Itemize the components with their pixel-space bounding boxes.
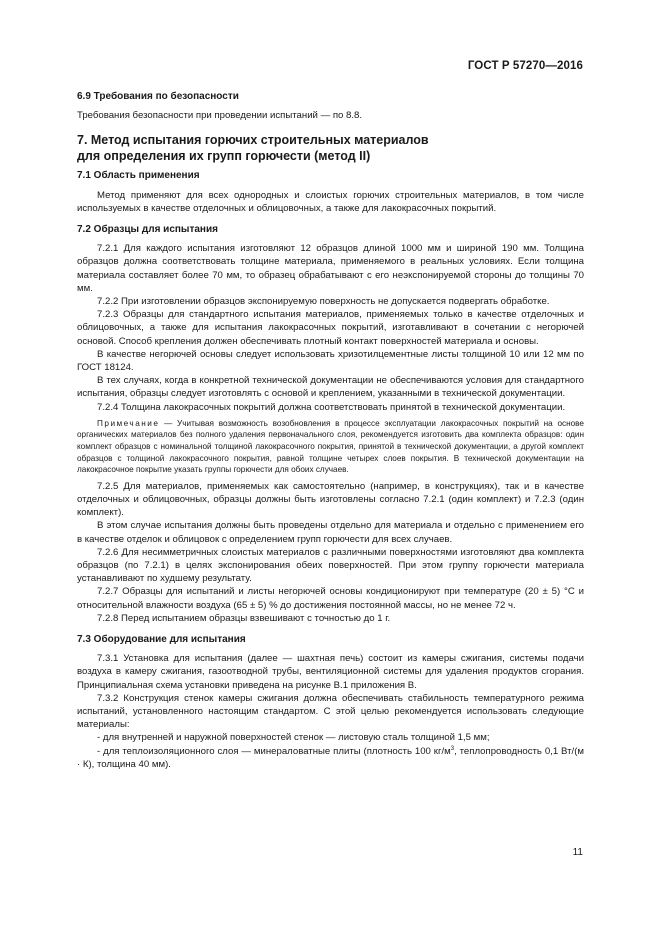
list-item-steel: - для внутренней и наружной поверхностей стенок — листовую сталь толщиной 1,5 мм;	[97, 732, 490, 744]
paragraph-7-2-4: 7.2.4 Толщина лакокрасочных покрытий должна соответствовать принятой в технической документации.	[97, 401, 566, 413]
paragraph-7-2-8: 7.2.8 Перед испытанием образцы взвешивают с точностью до 1 г.	[97, 612, 391, 624]
paragraph-7-2-6: 7.2.6 Для несимметричных слоистых материалов с различными поверхностями изготовляют два комплекта образцов (по 7.2.1) в целях экспонирования обеих поверхностей. При этом группу горючести материала устанавливают по худшему результату.	[77, 546, 584, 585]
list-item-insulation-text-b: , теплопроводность 0,1 Вт/(м · К), толщина 40 мм).	[77, 745, 584, 770]
paragraph-special-cases: В тех случаях, когда в конкретной технической документации не обеспечиваются условия для стандартного испытания, образцы следует изготовлять с основой и креплением, указанными в технической документации.	[77, 375, 584, 400]
section-7-3-heading: 7.3 Оборудование для испытания	[77, 634, 246, 646]
paragraph-base-material: В качестве негорючей основы следует использовать хризотилцементные листы толщиной 10 или 12 мм по ГОСТ 18124.	[77, 348, 584, 374]
superscript-3: 3	[450, 745, 455, 752]
paragraph-7-2-2: 7.2.2 При изготовлении образцов экспонируемую поверхность не допускается подвергать обработке.	[97, 296, 550, 308]
section-7-1-text: Метод применяют для всех однородных и слоистых горючих строительных материалов, в том числе используемых в качестве отделочных и облицовочных, а также для лакокрасочных покрытий.	[77, 189, 584, 214]
paragraph-7-3-2: 7.3.2 Конструкция стенок камеры сжигания должна обеспечивать стабильность температурного режима испытаний, установленного настоящим стандартом. С этой целью рекомендуется использовать следующие материалы:	[77, 692, 584, 731]
section-7-title-line2: для определения их групп горючести (метод II)	[77, 148, 371, 163]
note-block	[77, 418, 584, 476]
section-7-1-heading: 7.1 Область применения	[77, 170, 200, 182]
paragraph-7-2-1: 7.2.1 Для каждого испытания изготовляют 12 образцов длиной 1000 мм и шириной 190 мм. Толщина образцов должна соответствовать толщине материала, применяемого в реальных условиях. Если толщина материала составляет более 70 мм, то образец обрабатывают с его неэкспонируемой стороны до толщины 70 мм.	[77, 243, 584, 294]
note-text: — Учитывая возможность возобновления в процессе эксплуатации лакокрасочных покрытий на основе органических материалов без полного удаления первоначального слоя, рекомендуется изготовить два комплекта образцов: один комплект образцов с номинальной толщиной лакокрасочного покрытия, принятой в технической документации, а другой комплект образцов с толщиной лакокрасочного покрытия, равной толщине четырех слоев покрытия. В технической документации на лакокрасочное покрытие указать группы горючести для обоих случаев.	[77, 418, 584, 475]
section-7-title-line1: 7. Метод испытания горючих строительных материалов	[77, 133, 429, 148]
section-6-9-heading: 6.9 Требования по безопасности	[77, 91, 239, 102]
page-number: 11	[572, 847, 583, 858]
paragraph-7-2-5: 7.2.5 Для материалов, применяемых как самостоятельно (например, в конструкциях), так и в качестве отделочных и облицовочных, образцы должны быть изготовлены согласно 7.2.1 (один комплект) и 7.2.3 (один комплект).	[77, 480, 584, 519]
section-6-9-text: Требования безопасности при проведении испытаний — по 8.8.	[77, 110, 363, 122]
document-code-header: ГОСТ Р 57270—2016	[467, 60, 583, 72]
list-item-insulation	[77, 745, 584, 771]
note-label: Примечание	[97, 418, 160, 428]
section-7-2-heading: 7.2 Образцы для испытания	[77, 224, 218, 236]
paragraph-separate-tests: В этом случае испытания должны быть проведены отдельно для материала и отдельно с применением его в качестве отделок и облицовок с определением групп горючести для всех случаев.	[77, 520, 584, 545]
paragraph-7-2-7: 7.2.7 Образцы для испытаний и листы негорючей основы кондиционируют при температуре (20 ± 5) °С и относительной влажности воздуха (65 ± 5) % до достижения постоянной массы, но не менее 72 ч.	[77, 586, 584, 611]
document-body	[77, 90, 584, 771]
section-7-title	[77, 133, 584, 164]
list-item-insulation-text-a: - для теплоизоляционного слоя — минераловатные плиты (плотность 100 кг/м	[97, 745, 451, 757]
paragraph-7-2-3: 7.2.3 Образцы для стандартного испытания материалов, применяемых только в качестве отделочных и облицовочных, а также для испытания лакокрасочных покрытий, изготавливают в сочетании с негорючей основой. Способ крепления должен обеспечивать плотный контакт поверхностей материала и основы.	[77, 309, 584, 347]
paragraph-7-3-1: 7.3.1 Установка для испытания (далее — шахтная печь) состоит из камеры сжигания, системы подачи воздуха в камеру сжигания, газоотводной трубы, вентиляционной системы для удаления продуктов сгорания. Принципиальная схема установки приведена на рисунке В.1 приложения В.	[77, 653, 584, 691]
